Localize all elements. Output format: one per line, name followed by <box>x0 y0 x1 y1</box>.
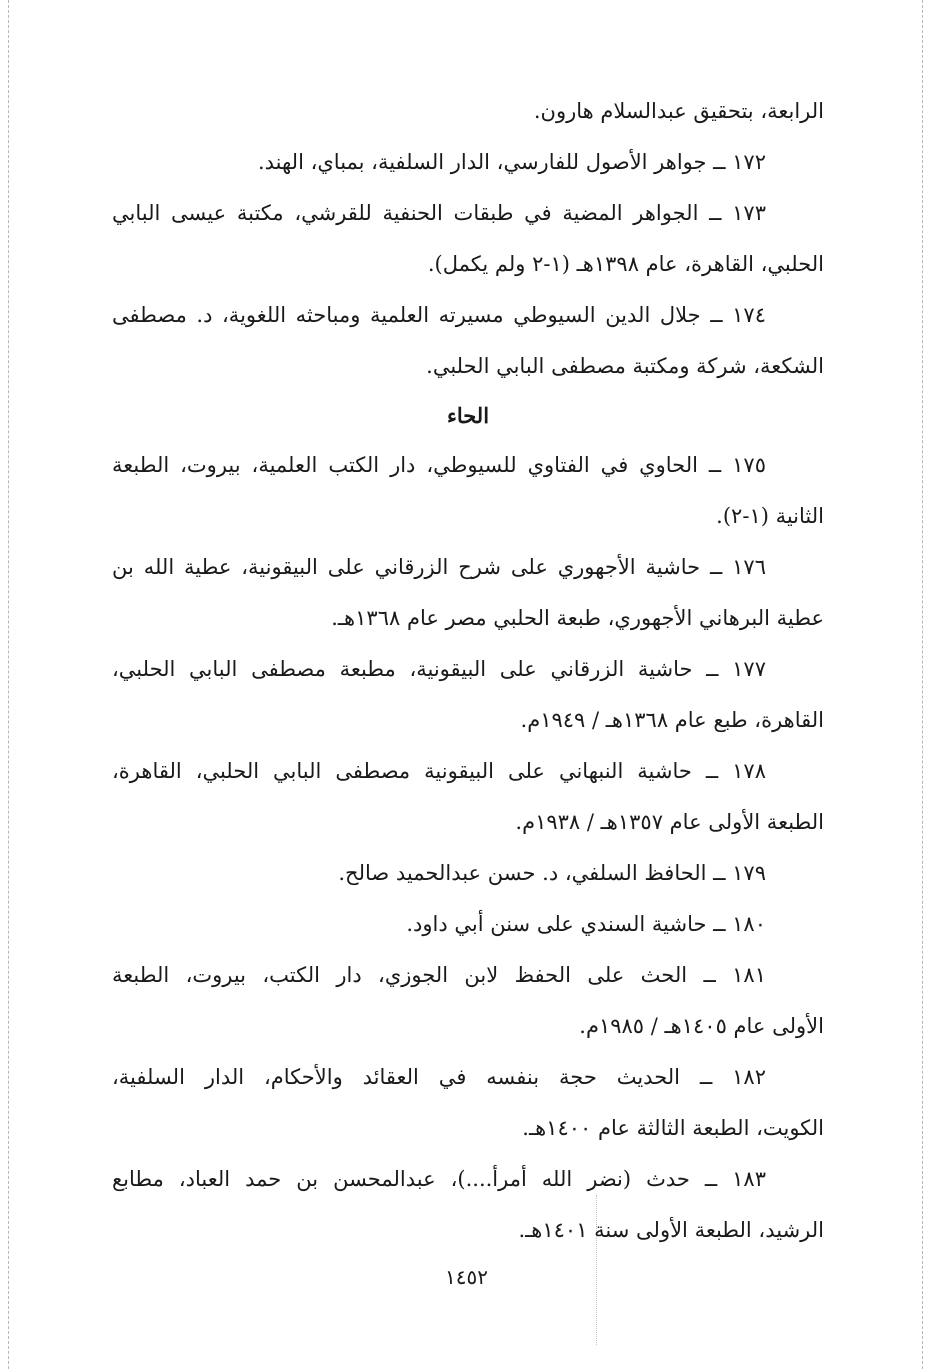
entry-continuation-line: عطية البرهاني الأجهوري، طبعة الحلبي مصر عام ١٣٦٨هـ. <box>331 606 824 630</box>
entry-line: ١٨٣ ــ حدث (نضر الله أمرأ....)، عبدالمحسن بن حمد العباد، مطابع <box>112 1167 766 1191</box>
entry-continuation-line: الثانية (١-٢). <box>716 504 824 528</box>
entry-line: ١٧٩ ــ الحافظ السلفي، د. حسن عبدالحميد صالح. <box>338 861 766 885</box>
entry-line: ١٨٠ ــ حاشية السندي على سنن أبي داود. <box>406 912 766 936</box>
entry-continuation-line: الكويت، الطبعة الثالثة عام ١٤٠٠هـ. <box>522 1116 824 1140</box>
bibliography-body <box>112 86 824 1256</box>
entry-continuation-line: القاهرة، طبع عام ١٣٦٨هـ / ١٩٤٩م. <box>520 708 824 732</box>
right-fold-line <box>922 0 923 1369</box>
entries-after-heading <box>112 440 824 1256</box>
entry-line: ١٨١ ــ الحث على الحفظ لابن الجوزي، دار الكتب، بيروت، الطبعة <box>112 963 766 987</box>
entry-continuation-line: الرشيد، الطبعة الأولى سنة ١٤٠١هـ. <box>518 1218 824 1242</box>
entry-line: ١٧٦ ــ حاشية الأجهوري على شرح الزرقاني على البيقونية، عطية الله بن <box>112 555 766 579</box>
entry-line: ١٧٥ ــ الحاوي في الفتاوي للسيوطي، دار الكتب العلمية، بيروت، الطبعة <box>112 453 766 477</box>
page-number: ١٤٥٢ <box>445 1265 488 1289</box>
entry-continuation-line: الأولى عام ١٤٠٥هـ / ١٩٨٥م. <box>579 1014 824 1038</box>
entries-before-heading <box>112 86 824 392</box>
left-fold-line <box>8 0 9 1369</box>
entry-line: ١٧٣ ــ الجواهر المضية في طبقات الحنفية للقرشي، مكتبة عيسى البابي <box>112 201 766 225</box>
entry-line: ١٧٧ ــ حاشية الزرقاني على البيقونية، مطبعة مصطفى البابي الحلبي، <box>112 657 766 681</box>
entry-line: ١٨٢ ــ الحديث حجة بنفسه في العقائد والأحكام، الدار السلفية، <box>112 1065 766 1089</box>
entry-continuation-line: الشكعة، شركة ومكتبة مصطفى البابي الحلبي. <box>426 354 824 378</box>
entry-continuation-line: الحلبي، القاهرة، عام ١٣٩٨هـ (١-٢ ولم يكمل). <box>427 252 824 276</box>
entry-continuation-line: الرابعة، بتحقيق عبدالسلام هارون. <box>533 99 824 123</box>
section-heading: الحاء <box>446 403 490 428</box>
entry-line: ١٧٨ ــ حاشية النبهاني على البيقونية مصطفى البابي الحلبي، القاهرة، <box>112 759 766 783</box>
entry-continuation-line: الطبعة الأولى عام ١٣٥٧هـ / ١٩٣٨م. <box>515 810 824 834</box>
entry-line: ١٧٤ ــ جلال الدين السيوطي مسيرته العلمية ومباحثه اللغوية، د. مصطفى <box>112 303 766 327</box>
entry-line: ١٧٢ ــ جواهر الأصول للفارسي، الدار السلفية، بمباي، الهند. <box>257 150 766 174</box>
